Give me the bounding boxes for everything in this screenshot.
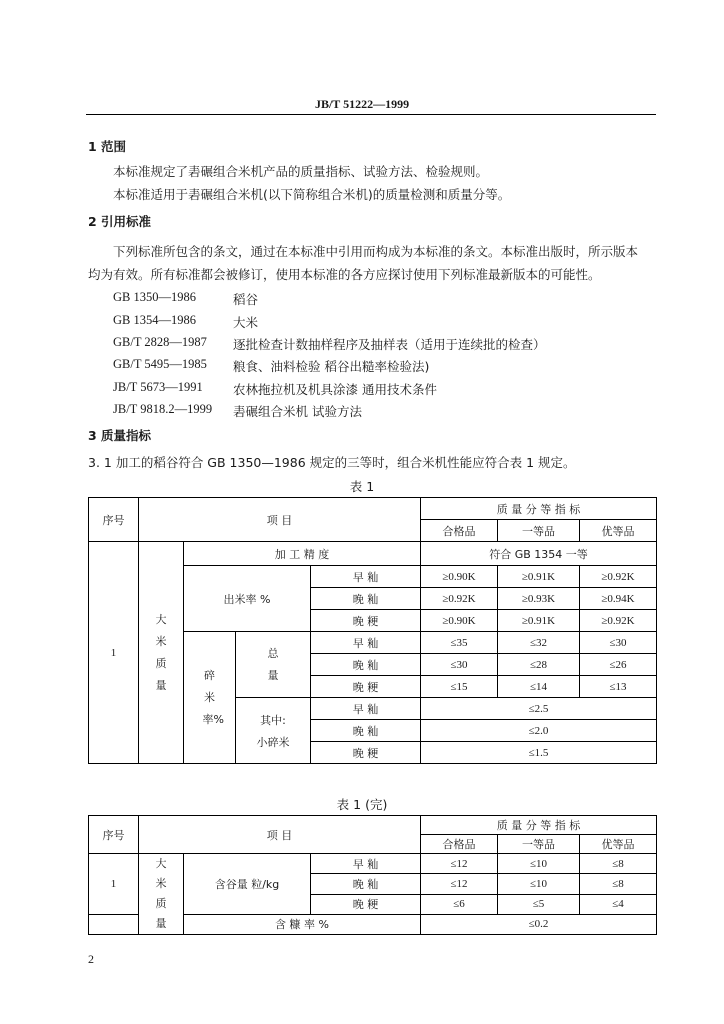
table-cell: ≥0.92K (580, 610, 657, 632)
page-number: 2 (88, 952, 94, 966)
header-rule (86, 114, 656, 115)
ref-code: GB/T 5495—1985 (113, 357, 207, 371)
table-cell: ≤5 (498, 894, 580, 914)
col-header-superior: 优等品 (580, 520, 657, 542)
table-cell: ≤14 (498, 676, 580, 698)
row-number: 1 (89, 854, 139, 915)
bran-rate-value: ≤0.2 (421, 914, 657, 934)
rice-type: 早 籼 (311, 566, 421, 588)
table-cell: ≤32 (498, 632, 580, 654)
precision-label: 加 工 精 度 (184, 542, 421, 566)
table-cell: ≤26 (580, 654, 657, 676)
rice-type: 早 籼 (311, 632, 421, 654)
col-header-no: 序号 (89, 816, 139, 854)
col-header-qualified: 合格品 (421, 520, 498, 542)
rice-type: 晚 粳 (311, 610, 421, 632)
group-label: 大米质量 (139, 542, 184, 764)
col-header-qualified: 合格品 (421, 835, 498, 854)
bran-rate-label: 含 糠 率 % (184, 914, 421, 934)
grain-content-label: 含谷量 粒/kg (184, 854, 311, 915)
table-cell: ≤28 (498, 654, 580, 676)
precision-value: 符合 GB 1354 一等 (421, 542, 657, 566)
rice-type: 早 籼 (311, 854, 421, 874)
table-cell: ≤13 (580, 676, 657, 698)
ref-title: 农林拖拉机及机具涂漆 通用技术条件 (233, 382, 437, 397)
rice-type: 晚 籼 (311, 720, 421, 742)
rice-type: 晚 粳 (311, 894, 421, 914)
ref-title: 大米 (233, 315, 259, 330)
table-cell: ≤8 (580, 854, 657, 874)
rice-type: 晚 籼 (311, 874, 421, 894)
col-header-superior: 优等品 (580, 835, 657, 854)
ref-code: JB/T 9818.2—1999 (113, 402, 213, 416)
table-1-caption: 表 1 (349, 479, 375, 494)
yield-label: 出米率 % (184, 566, 311, 632)
table-cell: ≤35 (421, 632, 498, 654)
group-label: 大米质量 (139, 854, 184, 935)
ref-title: 稻谷 (233, 292, 259, 307)
standard-header: JB/T 51222—1999 (314, 97, 410, 111)
quality-table-continued (88, 815, 657, 935)
total-label: 总量 (236, 632, 311, 698)
table-cell: ≥0.92K (580, 566, 657, 588)
table-cell: ≥0.91K (498, 566, 580, 588)
table-cell: ≤2.0 (421, 720, 657, 742)
section-2-paragraph-line-2: 均为有效。所有标准都会被修订，使用本标准的各方应探讨使用下列标准最新版本的可能性。 (88, 267, 601, 282)
section-3-title: 3 质量指标 (88, 428, 152, 443)
col-header-no: 序号 (89, 498, 139, 542)
section-1-title: 1 范围 (88, 139, 127, 154)
table-cell: ≤30 (580, 632, 657, 654)
col-header-first-class: 一等品 (498, 520, 580, 542)
table-cell: ≤1.5 (421, 742, 657, 764)
rice-type: 晚 粳 (311, 742, 421, 764)
table-cell: ≤15 (421, 676, 498, 698)
col-header-item: 项 目 (139, 498, 421, 542)
col-header-first-class: 一等品 (498, 835, 580, 854)
small-broken-label-line-2: 小碎米 (256, 735, 290, 749)
table-cell: ≤30 (421, 654, 498, 676)
broken-rate-label: 碎米率% (184, 632, 236, 764)
table-cell: ≤10 (498, 854, 580, 874)
rice-type: 晚 籼 (311, 588, 421, 610)
table-cell: ≥0.93K (498, 588, 580, 610)
table-cell: ≤8 (580, 874, 657, 894)
small-broken-label-line-1: 其中: (260, 713, 286, 727)
ref-code: GB 1350—1986 (113, 290, 196, 304)
ref-title: 粮食、油料检验 稻谷出糙率检验法) (233, 359, 430, 374)
row-number: 1 (89, 542, 139, 764)
rice-type: 早 籼 (311, 698, 421, 720)
ref-code: GB 1354—1986 (113, 313, 196, 327)
col-header-grade: 质 量 分 等 指 标 (421, 498, 657, 520)
table-cell: ≤10 (498, 874, 580, 894)
table-cell: ≤2.5 (421, 698, 657, 720)
ref-title: 逐批检查计数抽样程序及抽样表（适用于连续批的检查） (233, 337, 546, 352)
col-header-item: 项 目 (139, 816, 421, 854)
table-cell: ≤6 (421, 894, 498, 914)
ref-code: JB/T 5673—1991 (113, 380, 203, 394)
rice-type: 晚 籼 (311, 654, 421, 676)
table-cell: ≤12 (421, 854, 498, 874)
section-1-paragraph-2: 本标准适用于砉碾组合米机(以下简称组合米机)的质量检测和质量分等。 (113, 187, 511, 202)
table-cell: ≥0.92K (421, 588, 498, 610)
col-header-grade: 质 量 分 等 指 标 (421, 816, 657, 835)
section-1-paragraph-1: 本标准规定了砉碾组合米机产品的质量指标、试验方法、检验规则。 (113, 164, 489, 179)
table-cell: ≥0.90K (421, 566, 498, 588)
table-cell: ≤4 (580, 894, 657, 914)
table-cell: ≤12 (421, 874, 498, 894)
table-cell: ≥0.94K (580, 588, 657, 610)
ref-code: GB/T 2828—1987 (113, 335, 207, 349)
quality-table (88, 497, 657, 764)
table-cell: ≥0.90K (421, 610, 498, 632)
section-2-paragraph-line-1: 下列标准所包含的条文，通过在本标准中引用而构成为本标准的条文。本标准出版时，所示版本 (113, 244, 639, 259)
ref-title: 砉碾组合米机 试验方法 (233, 404, 362, 419)
row-number-empty (89, 914, 139, 934)
section-2-title: 2 引用标准 (88, 214, 152, 229)
small-broken-label (236, 698, 311, 764)
table-1-cont-caption: 表 1 (完) (336, 797, 388, 812)
table-cell: ≥0.91K (498, 610, 580, 632)
rice-type: 晚 粳 (311, 676, 421, 698)
clause-3-1: 3. 1 加工的稻谷符合 GB 1350—1986 规定的三等时，组合米机性能应符合表 1 规定。 (88, 455, 576, 470)
